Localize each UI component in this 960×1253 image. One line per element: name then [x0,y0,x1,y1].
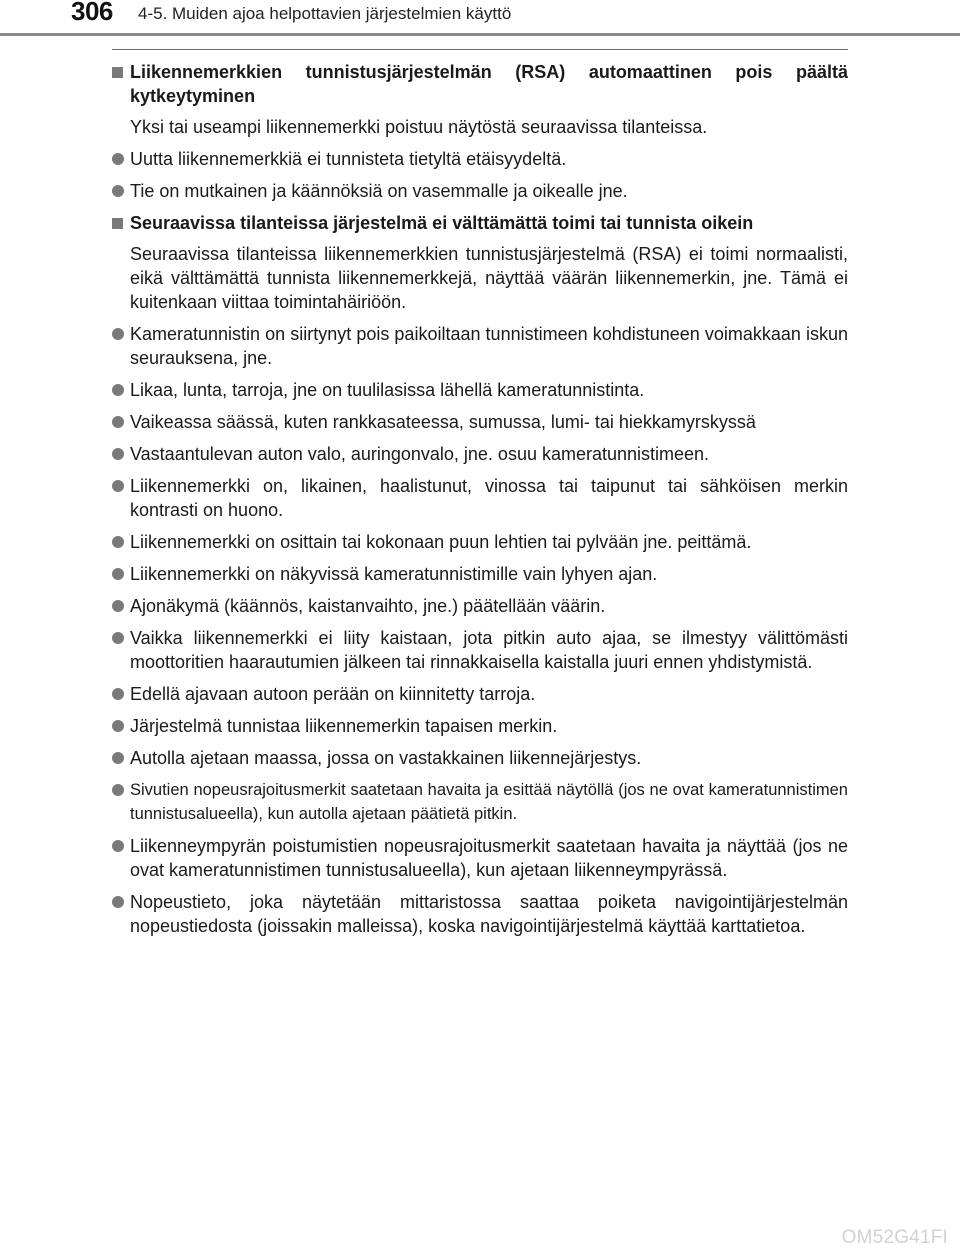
round-bullet-icon [112,840,124,852]
list-item-text: Ajonäkymä (käännös, kaistanvaihto, jne.) päätellään väärin. [130,596,606,616]
content-top-rule [112,49,848,50]
list-item [112,410,848,434]
list-item-text: Liikennemerkki on osittain tai kokonaan puun lehtien tai pylvään jne. peittämä. [130,532,752,552]
running-title: 4-5. Muiden ajoa helpottavien järjestelmien käyttö [138,4,512,23]
list-item [112,147,848,171]
round-bullet-icon [112,384,124,396]
round-bullet-icon [112,568,124,580]
round-bullet-icon [112,600,124,612]
round-bullet-icon [112,720,124,732]
list-item [112,378,848,402]
round-bullet-icon [112,185,124,197]
list-item [112,179,848,203]
section-intro: Seuraavissa tilanteissa liikennemerkkien tunnistusjärjestelmä (RSA) ei toimi normaalisti, eikä välttämättä tunnista liikennemerkkejä, näyttää väärän liikennemerkin, jne. Tämä ei kuitenkaan viittaa toimintahäiriöön. [130,244,848,312]
list-item-text: Liikennemerkki on, likainen, haalistunut, vinossa tai taipunut tai sähköisen merkin kontrasti on huono. [130,476,848,520]
list-item-text: Likaa, lunta, tarroja, jne on tuulilasissa lähellä kameratunnistinta. [130,380,645,400]
list-item [112,834,848,882]
round-bullet-icon [112,480,124,492]
list-item [112,562,848,586]
list-item-text: Järjestelmä tunnistaa liikennemerkin tapaisen merkin. [130,716,558,736]
list-item [112,322,848,370]
watermark: OM52G41FI [841,1227,948,1248]
list-item [112,594,848,618]
round-bullet-icon [112,416,124,428]
list-item-text: Vastaantulevan auton valo, auringonvalo, jne. osuu kameratunnistimeen. [130,444,710,464]
list-item-text: Tie on mutkainen ja käännöksiä on vasemmalle ja oikealle jne. [130,181,628,201]
round-bullet-icon [112,328,124,340]
list-item-text: Kameratunnistin on siirtynyt pois paikoiltaan tunnistimeen kohdistuneen voimakkaan iskun seurauksena, jne. [130,324,848,368]
list-item [112,890,848,938]
section-heading [112,60,848,108]
list-item [112,778,848,826]
square-bullet-icon [112,218,123,229]
list-item-text: Liikennemerkki on näkyvissä kameratunnistimille vain lyhyen ajan. [130,564,658,584]
round-bullet-icon [112,896,124,908]
list-item-text: Nopeustieto, joka näytetään mittaristossa saattaa poiketa navigointijärjestelmän nopeustiedosta (joissakin malleissa), koska navigointijärjestelmä käyttää karttatietoa. [130,892,848,936]
list-item-text: Edellä ajavaan autoon perään on kiinnitetty tarroja. [130,684,536,704]
list-item-text: Uutta liikennemerkkiä ei tunnisteta tietyltä etäisyydeltä. [130,149,567,169]
section-intro: Yksi tai useampi liikennemerkki poistuu näytöstä seuraavissa tilanteissa. [130,117,708,137]
round-bullet-icon [112,688,124,700]
list-item [112,714,848,738]
round-bullet-icon [112,536,124,548]
section-heading [112,211,848,235]
bullet-list [112,322,848,938]
list-item-text: Vaikka liikennemerkki ei liity kaistaan, jota pitkin auto ajaa, se ilmestyy välittömästi moottoritien haarautumien jälkeen tai rinnakkaisella kaistalla juuri ennen yhdistymistä. [130,628,848,672]
round-bullet-icon [112,752,124,764]
section-heading-text: Liikennemerkkien tunnistusjärjestelmän (RSA) automaattinen pois päältä kytkeytyminen [130,62,848,106]
page-header [0,0,960,40]
list-item [112,626,848,674]
round-bullet-icon [112,784,124,796]
round-bullet-icon [112,153,124,165]
list-item [112,530,848,554]
list-item [112,474,848,522]
header-rule [0,33,960,36]
list-item-text: Vaikeassa säässä, kuten rankkasateessa, sumussa, lumi- tai hiekkamyrskyssä [130,412,756,432]
list-item-text: Autolla ajetaan maassa, jossa on vastakkainen liikennejärjestys. [130,748,642,768]
list-item [112,746,848,770]
page-content [112,60,848,946]
square-bullet-icon [112,67,123,78]
list-item-text: Liikenneympyrän poistumistien nopeusrajoitusmerkit saatetaan havaita ja näyttää (jos ne ovat kameratunnistimen tunnistusalueella), kun ajetaan liikenneympyrässä. [130,836,848,880]
section-heading-text: Seuraavissa tilanteissa järjestelmä ei välttämättä toimi tai tunnista oikein [130,213,754,233]
list-item [112,442,848,466]
page-number: 306 [71,0,113,26]
round-bullet-icon [112,632,124,644]
list-item [112,682,848,706]
list-item-text: Sivutien nopeusrajoitusmerkit saatetaan havaita ja esittää näytöllä (jos ne ovat kameratunnistimen tunnistusalueella), kun autolla ajetaan päätietä pitkin. [130,781,848,823]
round-bullet-icon [112,448,124,460]
bullet-list [112,147,848,203]
